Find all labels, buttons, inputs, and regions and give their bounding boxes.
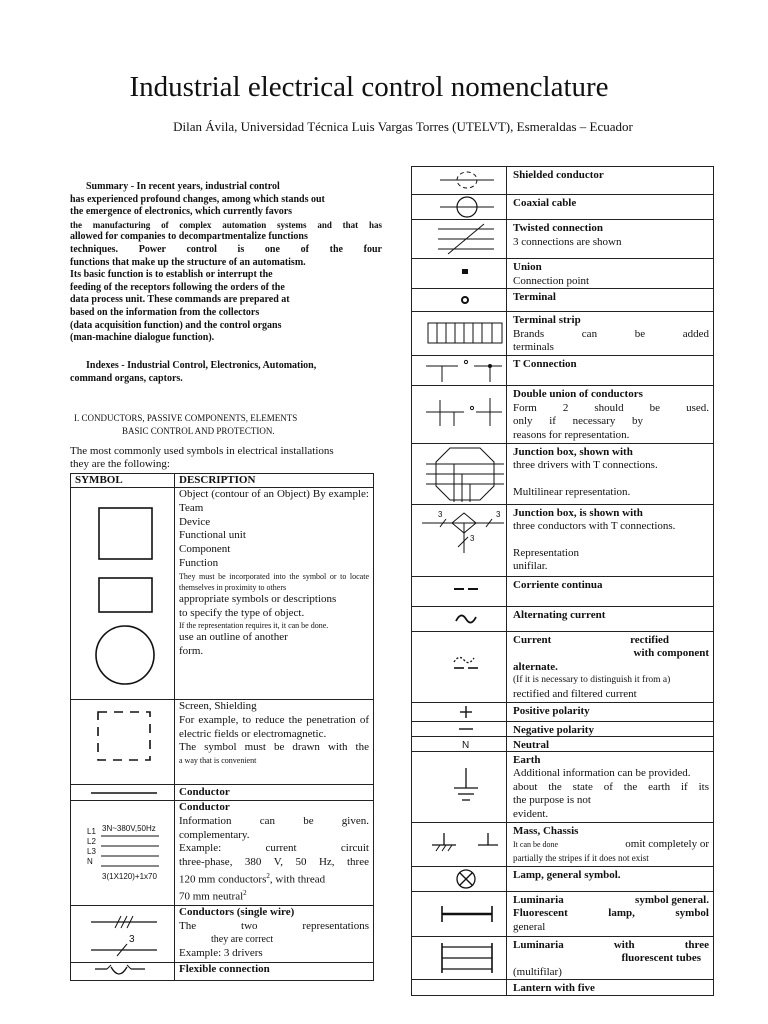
description-cell: Terminal — [507, 289, 714, 312]
superscript: 2 — [266, 871, 270, 880]
desc-line — [179, 870, 369, 887]
desc-title: Mass, Chassis — [513, 824, 579, 837]
symbol-cell — [412, 866, 507, 891]
summary-line: functions that make up the structure of an automatism. — [70, 256, 306, 268]
desc-line: partially the stripes if it does not exist — [513, 852, 649, 863]
desc-line: Brands can be added — [513, 327, 709, 340]
desc-line: three drivers with T connections. — [513, 459, 658, 472]
description-cell — [175, 801, 374, 906]
desc-line: the purpose is not — [513, 794, 591, 807]
summary-line: (data acquisition function) and the control organs — [70, 319, 282, 331]
intro-line: they are the following: — [70, 458, 170, 470]
desc-line: complementary. — [179, 828, 250, 841]
desc-line: use an outline of another — [179, 631, 288, 644]
desc-title: Twisted connection — [513, 222, 603, 234]
desc-line: about the state of the earth if its — [513, 780, 709, 793]
description-cell — [507, 822, 714, 866]
double-union-symbol — [412, 386, 506, 442]
desc-line — [513, 838, 709, 852]
desc-title: Double union of conductors — [513, 388, 643, 401]
description-cell: Alternating current — [507, 606, 714, 631]
desc-note: a way that is convenient — [179, 756, 257, 766]
description-cell — [507, 891, 714, 936]
symbol-table-right — [411, 166, 714, 996]
symbol-cell — [412, 631, 507, 702]
table-row — [412, 167, 714, 195]
summary-line: has experienced profound changes, among which stands out — [70, 193, 325, 205]
desc-line: Device — [179, 515, 211, 528]
desc-text: Luminaria — [513, 893, 564, 906]
sym-label: L2 — [87, 837, 96, 846]
sym-label: 3 — [470, 533, 475, 543]
desc-line: Team — [179, 501, 204, 514]
table-row — [412, 721, 714, 736]
terminal-symbol — [412, 289, 506, 311]
summary-line: Summary - In recent years, industrial control — [86, 181, 280, 192]
summary-paragraph — [70, 181, 382, 345]
description-cell — [507, 751, 714, 822]
desc-text: 70 mm neutral — [179, 891, 244, 904]
sym-label: 3 — [129, 933, 135, 945]
union-dot-symbol — [412, 259, 506, 287]
desc-line: Multilinear representation. — [513, 485, 631, 498]
desc-line: appropriate symbols or descriptions — [179, 592, 337, 605]
table-row — [71, 488, 374, 700]
desc-line: terminals — [513, 341, 554, 354]
sym-label: L3 — [87, 847, 96, 856]
table-row — [412, 443, 714, 504]
desc-line: Connection point — [513, 274, 590, 287]
desc-text: Current — [513, 633, 552, 646]
description-cell — [507, 980, 714, 996]
table-row — [412, 866, 714, 891]
description-cell — [507, 386, 714, 443]
earth-ground-icon — [412, 752, 506, 822]
table-row — [71, 905, 374, 962]
section-heading-line: BASIC CONTROL AND PROTECTION. — [122, 425, 275, 436]
desc-line: For example, to reduce the penetration of electric fields or electromagnetic. — [179, 713, 369, 740]
section-heading-line: I. CONDUCTORS, PASSIVE COMPONENTS, ELEMENTS — [74, 413, 298, 423]
desc-line: three conductors with T connections. — [513, 520, 676, 533]
shielded-conductor-symbol — [412, 167, 506, 194]
symbol-cell — [412, 751, 507, 822]
neutral-symbol — [412, 737, 506, 751]
index-line: Indexes - Industrial Control, Electronics, Automation, — [86, 360, 317, 371]
desc-title — [513, 894, 709, 908]
desc-line: The symbol must be drawn with the — [179, 741, 369, 754]
desc-title: Conductors (single wire) — [179, 905, 295, 918]
desc-text: omit completely or — [625, 838, 709, 851]
desc-line: The two representations — [179, 919, 369, 932]
direct-current-symbol — [412, 577, 506, 606]
desc-title: Conductor — [179, 801, 230, 813]
section-heading — [70, 412, 382, 437]
symbol-cell — [412, 736, 507, 751]
superscript: 2 — [243, 889, 247, 898]
desc-line: Form 2 should be used. — [513, 401, 709, 414]
table-row — [71, 962, 374, 980]
description-cell: Shielded conductor — [507, 167, 714, 195]
desc-text: , with thread — [269, 873, 326, 886]
description-cell — [507, 312, 714, 356]
symbol-cell — [412, 936, 507, 980]
desc-title — [513, 634, 709, 648]
description-cell — [507, 220, 714, 259]
desc-line: Example: current circuit — [179, 842, 369, 855]
symbol-cell — [412, 721, 507, 736]
desc-line: they are correct — [211, 934, 274, 946]
description-cell: Flexible connection — [175, 962, 374, 980]
summary-line: allowed for companies to decompartmentalize functions — [70, 231, 308, 243]
desc-line: reasons for representation. — [513, 428, 630, 441]
alternating-current-symbol — [412, 607, 506, 631]
conductor-line-symbol — [71, 785, 166, 800]
desc-note: They must be incorporated into the symbol or to locate themselves in proximity to others — [179, 571, 369, 592]
page-title: Industrial electrical control nomenclature — [129, 71, 609, 103]
desc-line: form. — [179, 645, 204, 658]
table-row — [412, 631, 714, 702]
description-cell — [507, 936, 714, 980]
desc-line: rectified and filtered current — [513, 687, 637, 700]
desc-text: rectified — [630, 633, 669, 646]
desc-title: Lantern with five — [513, 982, 595, 995]
description-cell — [507, 631, 714, 702]
desc-line: Function — [179, 556, 219, 569]
three-tube-luminaria-symbol — [412, 937, 506, 979]
summary-line: (man-machine dialogue function). — [70, 332, 215, 344]
summary-line: based on the information from the collectors — [70, 306, 260, 318]
symbol-cell — [412, 606, 507, 631]
symbol-cell — [412, 220, 507, 259]
desc-line: Screen, Shielding — [179, 700, 257, 712]
description-cell: Corriente continua — [507, 576, 714, 606]
table-row — [71, 700, 374, 785]
table-row — [412, 289, 714, 312]
desc-title: Junction box, shown with — [513, 445, 633, 458]
description-cell — [175, 488, 374, 700]
header-description: DESCRIPTION — [175, 474, 374, 488]
t-connection-symbol — [412, 356, 506, 385]
table-row — [412, 356, 714, 386]
desc-line: Representation — [513, 546, 579, 559]
desc-line: Information can be given. — [179, 814, 369, 827]
summary-line: techniques. Power control is one of the four — [70, 243, 382, 255]
sym-label: 3 — [438, 509, 443, 519]
symbol-cell — [412, 504, 507, 576]
table-row — [412, 891, 714, 936]
desc-line: (If it is necessary to distinguish it from a) — [513, 675, 671, 686]
description-cell — [175, 700, 374, 785]
description-cell — [507, 504, 714, 576]
description-cell: T Connection — [507, 356, 714, 386]
table-row — [412, 980, 714, 996]
table-row — [412, 751, 714, 822]
desc-title: Fluorescent lamp, symbol — [513, 907, 709, 920]
description-cell: Lamp, general symbol. — [507, 866, 714, 891]
table-row — [412, 606, 714, 631]
desc-title: Union — [513, 261, 542, 273]
desc-line: three-phase, 380 V, 50 Hz, three — [179, 856, 369, 869]
index-line: command organs, captors. — [70, 372, 183, 384]
object-contour-symbols — [71, 488, 166, 699]
description-cell — [507, 259, 714, 289]
summary-line: data process unit. These commands are prepared at — [70, 294, 290, 306]
symbol-cell — [412, 356, 507, 386]
table-row — [412, 259, 714, 289]
description-cell: Negative polarity — [507, 721, 714, 736]
desc-line: Component — [179, 543, 231, 556]
table-row — [412, 736, 714, 751]
twisted-connection-symbol — [412, 220, 506, 258]
description-cell: Coaxial cable — [507, 195, 714, 220]
desc-title: alternate. — [513, 660, 558, 673]
symbol-cell — [412, 167, 507, 195]
desc-line: unifilar. — [513, 560, 548, 573]
symbol-cell — [412, 195, 507, 220]
summary-line: feeding of the receptors following the orders of the — [70, 281, 285, 293]
desc-line: (multifilar) — [513, 965, 562, 978]
coaxial-cable-symbol — [412, 195, 506, 219]
rectified-current-symbol — [412, 632, 506, 696]
desc-title: Luminaria with three — [513, 938, 709, 951]
table-header-row — [71, 474, 374, 488]
symbol-cell — [412, 702, 507, 721]
intro-text — [70, 445, 380, 471]
table-row — [412, 504, 714, 576]
desc-title: fluorescent tubes — [621, 952, 701, 965]
symbol-cell — [412, 259, 507, 289]
description-cell — [175, 905, 374, 962]
symbol-cell — [71, 700, 175, 785]
minus-icon — [412, 722, 506, 736]
author-line: Dilan Ávila, Universidad Técnica Luis Vargas Torres (UTELVT), Esmeraldas – Ecuador — [173, 119, 633, 134]
table-row — [412, 195, 714, 220]
sym-label: 3 — [496, 509, 501, 519]
sym-label: 3(1X120)+1x70 — [102, 872, 157, 881]
desc-line: Object (contour of an Object) By example: — [179, 488, 369, 500]
desc-text: 120 mm conductors — [179, 873, 267, 886]
sym-label: 3N~380V,50Hz — [102, 824, 156, 833]
symbol-cell — [412, 289, 507, 312]
desc-line — [179, 887, 369, 904]
description-cell — [507, 443, 714, 504]
symbol-cell — [71, 488, 175, 700]
summary-line: Its basic function is to establish or interrupt the — [70, 269, 273, 281]
desc-line: to specify the type of object. — [179, 606, 305, 619]
header-symbol: SYMBOL — [71, 474, 175, 488]
symbol-cell — [71, 801, 175, 906]
symbol-cell — [412, 576, 507, 606]
desc-line: 3 connections are shown — [513, 235, 622, 248]
symbol-cell — [412, 891, 507, 936]
description-cell: Positive polarity — [507, 702, 714, 721]
desc-title: Earth — [513, 753, 541, 766]
flexible-connection-symbol — [71, 963, 166, 980]
desc-line: evident. — [513, 807, 549, 820]
symbol-cell — [71, 785, 175, 801]
table-row — [412, 386, 714, 443]
screen-shielding-symbol — [71, 700, 166, 784]
lamp-icon — [412, 867, 506, 891]
desc-title: with component — [633, 647, 709, 660]
plus-icon — [412, 703, 506, 721]
table-row — [71, 801, 374, 906]
table-row — [412, 936, 714, 980]
desc-line: Additional information can be provided. — [513, 767, 691, 780]
symbol-cell — [412, 980, 507, 996]
description-cell: Neutral — [507, 736, 714, 751]
symbol-cell — [412, 443, 507, 504]
desc-line: only if necessary by — [513, 415, 643, 428]
terminal-strip-symbol — [412, 312, 506, 355]
desc-note: If the representation requires it, it can be done. — [179, 621, 329, 631]
symbol-cell — [71, 905, 175, 962]
fluorescent-lamp-symbol — [412, 892, 506, 936]
table-row — [412, 220, 714, 259]
desc-title: Junction box, is shown with — [513, 506, 643, 519]
desc-text: It can be done — [513, 840, 559, 850]
intro-line: The most commonly used symbols in electrical installations — [70, 445, 334, 457]
junction-box-unifilar-symbol — [412, 505, 506, 576]
symbol-cell — [412, 312, 507, 356]
summary-line: the manufacturing of complex automation systems and that has — [70, 219, 382, 230]
symbol-cell — [71, 962, 175, 980]
junction-box-multilinear-symbol — [412, 444, 506, 504]
description-cell: Conductor — [175, 785, 374, 801]
desc-line: general — [513, 920, 546, 933]
table-row — [412, 822, 714, 866]
index-terms — [70, 360, 382, 385]
sym-label: L1 — [87, 827, 96, 836]
mass-chassis-symbol — [412, 823, 506, 866]
desc-line: Functional unit — [179, 529, 246, 542]
table-row — [71, 785, 374, 801]
single-wire-conductor-symbol — [71, 906, 166, 962]
symbol-cell — [412, 386, 507, 443]
sym-label: N — [462, 739, 470, 751]
table-row — [412, 312, 714, 356]
desc-title: Terminal strip — [513, 314, 581, 327]
desc-line: Example: 3 drivers — [179, 947, 263, 960]
three-phase-conductor-symbol — [71, 801, 166, 897]
symbol-cell — [412, 822, 507, 866]
summary-line: the emergence of electronics, which currently favors — [70, 206, 293, 218]
symbol-table-left — [70, 473, 374, 981]
desc-text: symbol general. — [635, 893, 709, 906]
table-row — [412, 576, 714, 606]
table-row — [412, 702, 714, 721]
sym-label: N — [87, 857, 93, 866]
